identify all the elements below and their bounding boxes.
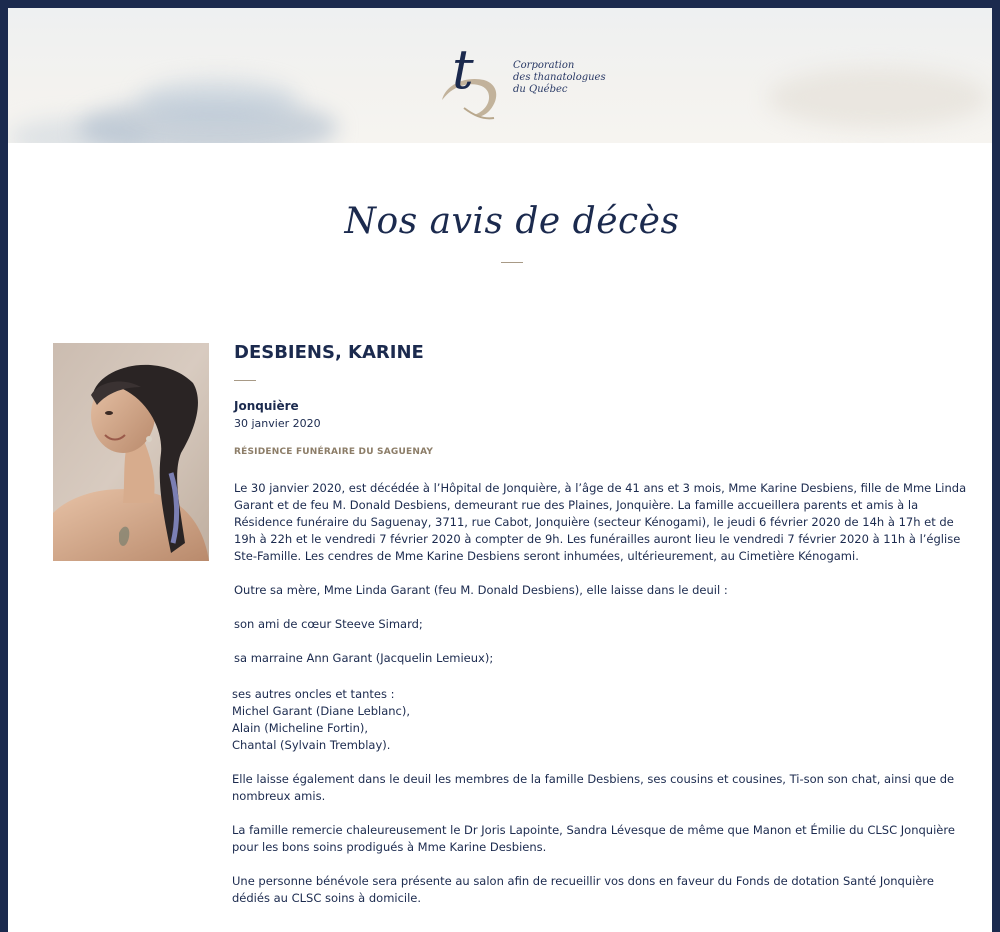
logo-text (513, 60, 606, 96)
relatives-list (232, 686, 974, 754)
obituary-paragraph: Le 30 janvier 2020, est décédée à l’Hôpital de Jonquière, à l’âge de 41 ans et 3 mois, Mme Karine Desbiens, fille de Mme Linda Garant et de feu M. Donald Desbiens, demeurant rue des Plaines, Jonquière. La famille accueillera parents et amis à la Résidence funéraire du Saguenay, 3711, rue Cabot, Jonquière (secteur Kénogami), le jeudi 6 février 2020 de 14h à 17h et de 19h à 22h et le vendredi 7 février 2020 à compter de 9h. Les funérailles auront lieu le vendredi 7 février 2020 à 11h à l’église Ste-Famille. Les cendres de Mme Karine Desbiens seront inhumées, ultérieurement, au Cimetière Kénogami. (234, 481, 967, 563)
header-banner (8, 8, 992, 143)
obituary-paragraph: sa marraine Ann Garant (Jacquelin Lemieux); (234, 651, 494, 665)
obituary-paragraph: son ami de cœur Steeve Simard; (234, 617, 423, 631)
sky-cloud (138, 78, 298, 123)
deceased-city: Jonquière (234, 399, 299, 413)
death-date: 30 janvier 2020 (234, 417, 321, 430)
page-frame (8, 8, 992, 932)
list-item: ses autres oncles et tantes : (232, 687, 395, 701)
obituary-paragraph: Outre sa mère, Mme Linda Garant (feu M. Donald Desbiens), elle laisse dans le deuil : (234, 583, 728, 597)
list-item: Alain (Micheline Fortin), (232, 721, 369, 735)
list-item: Chantal (Sylvain Tremblay). (232, 738, 391, 752)
deceased-name: DESBIENS, KARINE (234, 342, 424, 363)
page-title: Nos avis de décès (344, 201, 680, 242)
title-divider (501, 262, 523, 263)
logo-letter: t (452, 38, 474, 101)
list-item: Michel Garant (Diane Leblanc), (232, 704, 411, 718)
logo-line: des thanatologues (513, 72, 606, 83)
logo-line: Corporation (513, 60, 575, 71)
portrait-image (53, 343, 209, 561)
obituary-content (234, 341, 974, 907)
logo-line: du Québec (513, 84, 568, 95)
obituary-paragraph: Elle laisse également dans le deuil les membres de la famille Desbiens, ses cousins et cousines, Ti-son son chat, ainsi que de nombreux amis. (232, 772, 955, 803)
logo[interactable] (428, 38, 606, 128)
obituary-paragraph: La famille remercie chaleureusement le Dr Joris Lapointe, Sandra Lévesque de même que Manon et Émilie du CLSC Jonquière pour les bons soins prodigués à Mme Karine Desbiens. (232, 823, 955, 854)
obituary-paragraph: Une personne bénévole sera présente au salon afin de recueillir vos dons en faveur du Fonds de dotation Santé Jonquière dédiés au CLSC soins à domicile. (232, 874, 934, 905)
deceased-photo (53, 343, 209, 561)
name-divider (234, 380, 256, 381)
funeral-home-link[interactable]: RÉSIDENCE FUNÉRAIRE DU SAGUENAY (234, 447, 434, 457)
sky-cloud (768, 68, 988, 128)
